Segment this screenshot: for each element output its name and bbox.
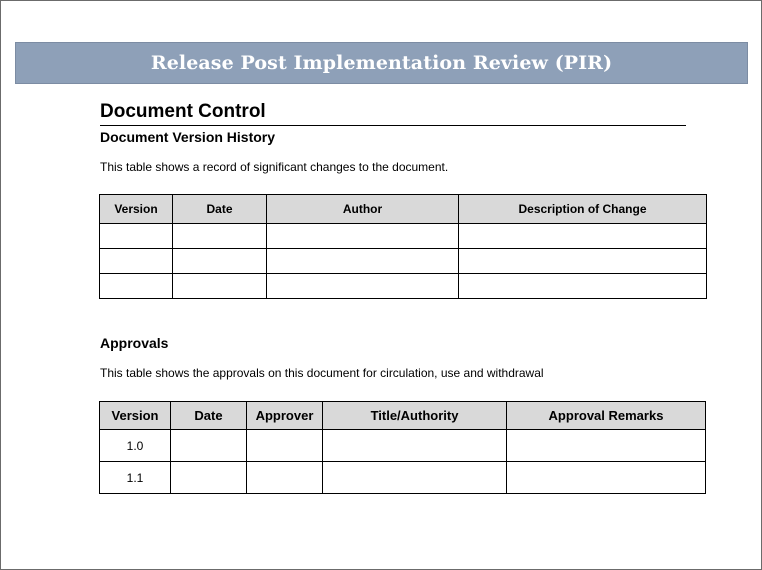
table-cell: [173, 249, 267, 274]
approvals-heading: Approvals: [100, 335, 169, 351]
table-row: [100, 462, 706, 494]
approvals-table: [99, 401, 706, 494]
table-cell: [171, 430, 247, 462]
version-cell: 1.0: [100, 430, 171, 462]
document-title-banner: [15, 42, 748, 84]
table-cell: [247, 462, 323, 494]
heading-divider: [100, 125, 686, 126]
version-cell: 1.1: [100, 462, 171, 494]
table-cell: [507, 430, 706, 462]
table-cell: [171, 462, 247, 494]
table-cell: [173, 274, 267, 299]
column-header: Version: [100, 402, 171, 430]
table-cell: [100, 224, 173, 249]
table-cell: [323, 430, 507, 462]
table-header-row: [100, 195, 707, 224]
table-header-row: [100, 402, 706, 430]
table-cell: [267, 249, 459, 274]
table-cell: [173, 224, 267, 249]
table-row: [100, 274, 707, 299]
table-cell: [459, 274, 707, 299]
table-cell: [323, 462, 507, 494]
table-cell: [100, 274, 173, 299]
table-cell: [459, 224, 707, 249]
version-history-description: This table shows a record of significant changes to the document.: [100, 160, 449, 174]
column-header: Author: [267, 195, 459, 224]
table-cell: [459, 249, 707, 274]
column-header: Date: [173, 195, 267, 224]
column-header: Description of Change: [459, 195, 707, 224]
table-cell: [267, 224, 459, 249]
table-cell: [507, 462, 706, 494]
table-row: [100, 430, 706, 462]
document-title: Release Post Implementation Review (PIR): [150, 52, 613, 74]
table-cell: [247, 430, 323, 462]
column-header: Date: [171, 402, 247, 430]
column-header: Title/Authority: [323, 402, 507, 430]
version-history-table: [99, 194, 707, 299]
column-header: Version: [100, 195, 173, 224]
table-cell: [267, 274, 459, 299]
table-row: [100, 224, 707, 249]
column-header: Approval Remarks: [507, 402, 706, 430]
approvals-description: This table shows the approvals on this document for circulation, use and withdrawal: [100, 366, 544, 380]
table-row: [100, 249, 707, 274]
table-cell: [100, 249, 173, 274]
version-history-heading: Document Version History: [100, 129, 276, 145]
section-heading: Document Control: [100, 101, 266, 122]
column-header: Approver: [247, 402, 323, 430]
